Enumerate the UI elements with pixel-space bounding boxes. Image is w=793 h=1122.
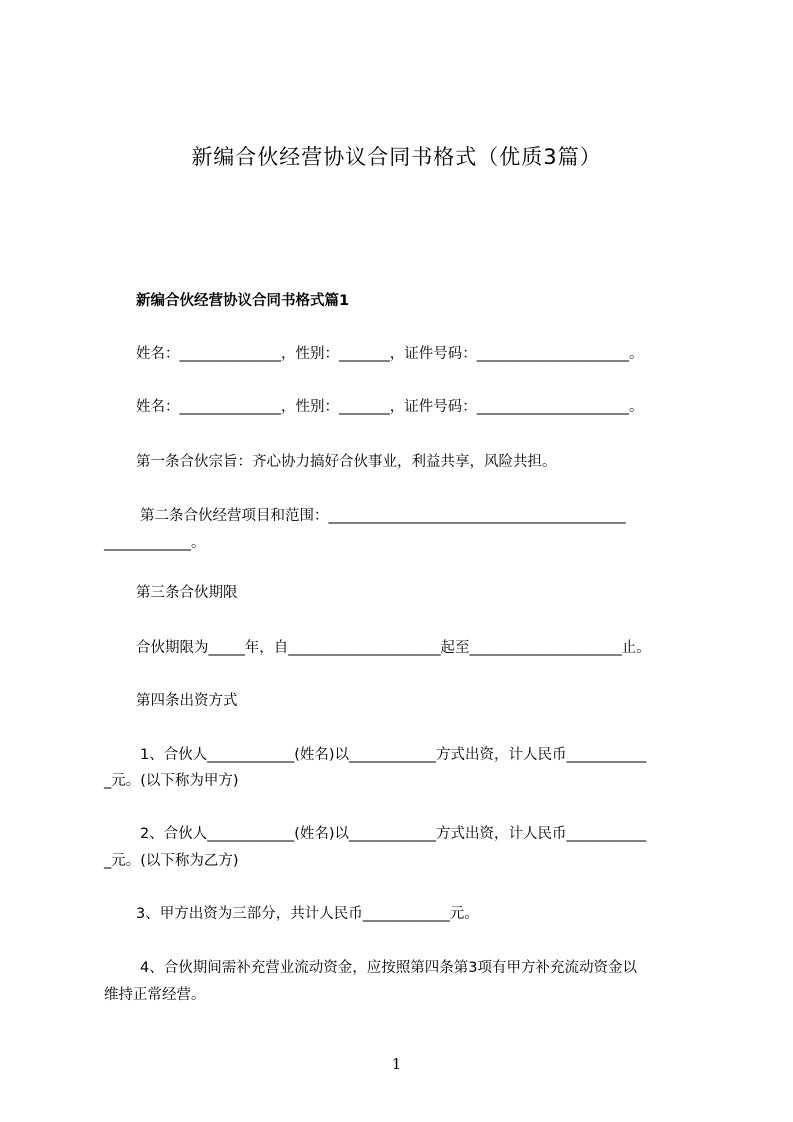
article-2-line-1: 第二条合伙经营项目和范围：_________________________________________ <box>140 508 626 524</box>
item-2-line-1: 2、合伙人____________(姓名)以____________方式出资，计人民币___________ <box>140 826 647 842</box>
item-4-line-1: 4、合伙期间需补充营业流动资金，应按照第四条第3项有甲方补充流动资金以 <box>140 960 637 976</box>
page-number: 1 <box>391 1055 402 1073</box>
party-2-info: 姓名：______________，性别：_______，证件号码：_____________________。 <box>136 399 644 415</box>
item-2-line-2: _元。(以下称为乙方) <box>104 853 239 869</box>
article-4-heading: 第四条出资方式 <box>136 693 238 709</box>
section-heading: 新编合伙经营协议合同书格式篇1 <box>136 293 350 309</box>
item-3: 3、甲方出资为三部分，共计人民币____________元。 <box>136 906 479 922</box>
article-3-term: 合伙期限为_____年，自_____________________起至_____________________止。 <box>136 640 651 656</box>
article-1: 第一条合伙宗旨：齐心协力搞好合伙事业，利益共享，风险共担。 <box>136 454 557 470</box>
item-1-line-1: 1、合伙人____________(姓名)以____________方式出资，计人民币___________ <box>140 747 647 763</box>
party-1-info: 姓名：______________，性别：_______，证件号码：_____________________。 <box>136 346 644 362</box>
article-2-line-2: ____________。 <box>104 535 206 551</box>
document-title: 新编合伙经营协议合同书格式（优质3篇） <box>191 145 602 169</box>
item-1-line-2: _元。(以下称为甲方) <box>104 773 239 789</box>
article-3-heading: 第三条合伙期限 <box>136 585 238 601</box>
item-4-line-2: 维持正常经营。 <box>104 987 206 1003</box>
